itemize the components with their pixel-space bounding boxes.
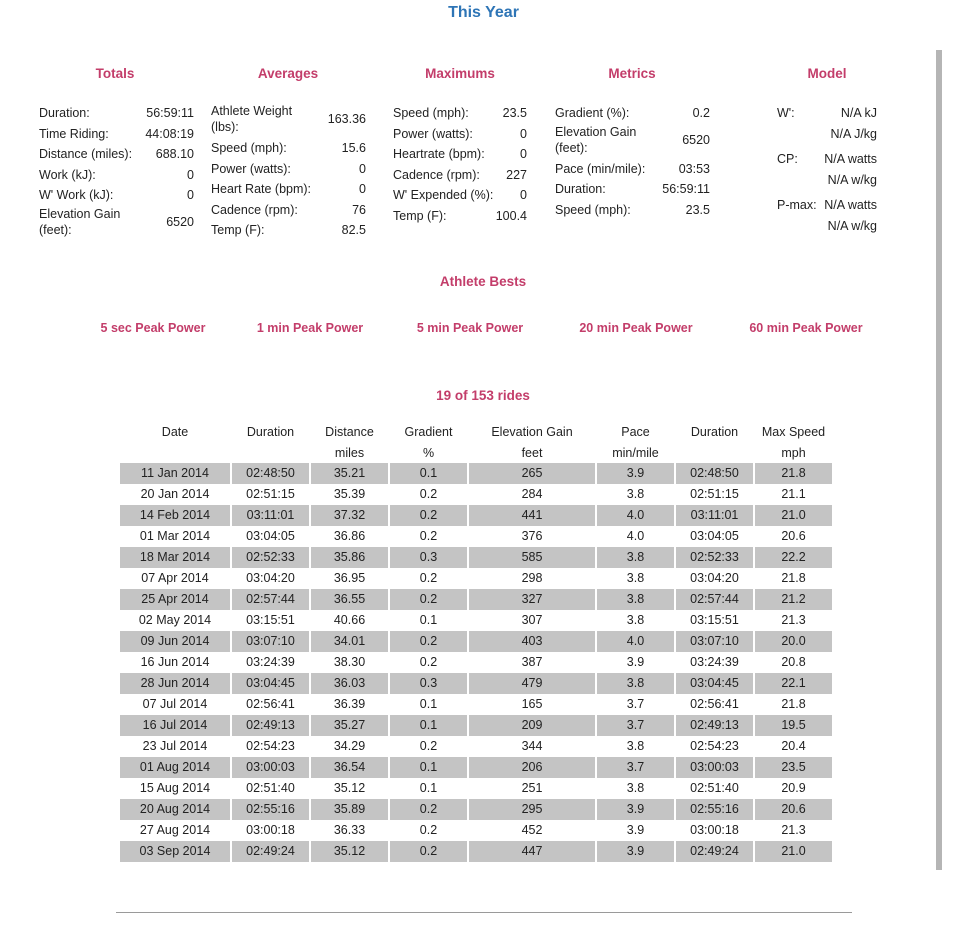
table-cell: 20.6 xyxy=(781,529,806,543)
metrics-row xyxy=(555,124,710,156)
table-cell: 4.0 xyxy=(597,505,674,526)
table-cell: 35.27 xyxy=(311,715,388,736)
table-cell: 20.4 xyxy=(781,739,806,753)
table-cell: 03:07:10 xyxy=(676,631,753,652)
table-cell: 02:56:41 xyxy=(246,697,295,711)
table-row[interactable] xyxy=(120,673,832,694)
averages-list xyxy=(211,103,366,241)
maximums-heading: Maximums xyxy=(425,66,495,81)
peak-5min-link[interactable]: 5 min Peak Power xyxy=(416,321,524,335)
table-cell: 35.12 xyxy=(333,781,366,795)
column-unit: mph xyxy=(781,445,806,460)
peak-1min-link[interactable]: 1 min Peak Power xyxy=(256,321,364,335)
table-cell: 344 xyxy=(521,739,543,753)
table-cell: 19.5 xyxy=(755,715,832,736)
table-cell: 40.66 xyxy=(333,613,366,627)
table-cell: 23.5 xyxy=(755,757,832,778)
table-cell: 3.8 xyxy=(597,589,674,610)
table-unit-row xyxy=(120,443,832,464)
stat-label: Duration: xyxy=(555,182,606,196)
table-cell: 3.8 xyxy=(597,673,674,694)
model-sub-value: N/A J/kg xyxy=(830,126,877,141)
stat-label: Speed (mph): xyxy=(393,106,469,120)
stat-value: 0 xyxy=(520,188,527,202)
maximums-row xyxy=(393,144,527,165)
table-cell: 165 xyxy=(521,697,543,711)
table-cell: 35.39 xyxy=(333,487,366,501)
table-row[interactable] xyxy=(120,505,832,526)
table-cell: 03:04:20 xyxy=(246,571,295,585)
table-cell: 0.2 xyxy=(419,739,438,753)
table-cell: 3.8 xyxy=(626,487,645,501)
rides-heading: 19 of 153 rides xyxy=(436,388,530,403)
stat-value: 15.6 xyxy=(341,141,366,155)
table-cell: 07 Apr 2014 xyxy=(141,571,209,585)
table-cell: 02:51:40 xyxy=(690,781,739,795)
model-sub-value: N/A w/kg xyxy=(827,218,877,233)
table-cell: 34.29 xyxy=(333,739,366,753)
metrics-row xyxy=(555,159,710,180)
stat-label: Heart Rate (bpm): xyxy=(211,182,312,196)
stat-value: 227 xyxy=(506,167,527,182)
table-row[interactable] xyxy=(120,631,832,652)
stat-value: 0 xyxy=(359,182,366,196)
table-cell: 21.8 xyxy=(781,697,806,711)
model-value: N/A watts xyxy=(824,152,877,166)
table-cell: 03:04:45 xyxy=(232,673,309,694)
table-cell: 16 Jul 2014 xyxy=(120,715,230,736)
table-cell: 36.39 xyxy=(333,697,366,711)
rides-table-body xyxy=(120,463,832,862)
table-cell: 0.3 xyxy=(390,547,467,568)
table-cell: 36.55 xyxy=(311,589,388,610)
column-header[interactable]: Elevation Gain xyxy=(491,425,573,439)
averages-row xyxy=(211,138,366,159)
table-cell: 02:49:13 xyxy=(232,715,309,736)
table-cell: 20 Aug 2014 xyxy=(120,799,230,820)
table-cell: 0.1 xyxy=(419,613,438,627)
table-cell: 03:04:05 xyxy=(690,529,739,543)
metrics-row xyxy=(555,103,710,124)
table-cell: 03:00:18 xyxy=(690,823,739,837)
table-cell: 34.01 xyxy=(311,631,388,652)
stat-label: Work (kJ): xyxy=(39,167,96,182)
table-cell: 387 xyxy=(521,655,543,669)
table-cell: 441 xyxy=(469,505,595,526)
stat-value: 0 xyxy=(520,126,527,141)
table-cell: 02:51:15 xyxy=(690,487,739,501)
table-cell: 02:52:33 xyxy=(676,547,753,568)
table-cell: 02:57:44 xyxy=(232,589,309,610)
table-cell: 21.8 xyxy=(755,463,832,484)
table-row[interactable] xyxy=(120,589,832,610)
table-cell: 36.03 xyxy=(311,673,388,694)
stat-value: 6520 xyxy=(166,214,194,229)
table-cell: 0.1 xyxy=(390,715,467,736)
table-cell: 307 xyxy=(521,613,543,627)
model-label: P-max: xyxy=(777,198,817,212)
metrics-row xyxy=(555,200,710,221)
table-cell: 3.7 xyxy=(626,697,645,711)
averages-heading: Averages xyxy=(257,66,319,81)
table-cell: 479 xyxy=(469,673,595,694)
table-row[interactable] xyxy=(120,568,832,589)
table-cell: 21.8 xyxy=(781,571,806,585)
column-header[interactable]: Date xyxy=(161,425,189,439)
totals-row xyxy=(39,206,194,238)
column-header[interactable]: Gradient xyxy=(404,425,453,439)
table-cell: 02:55:16 xyxy=(232,799,309,820)
column-unit: feet xyxy=(521,445,543,460)
stat-value: 0.2 xyxy=(692,106,710,120)
table-cell: 20.6 xyxy=(755,799,832,820)
table-cell: 585 xyxy=(469,547,595,568)
table-cell: 3.7 xyxy=(597,757,674,778)
table-cell: 284 xyxy=(521,487,543,501)
table-cell: 03:07:10 xyxy=(232,631,309,652)
table-cell: 02:55:16 xyxy=(676,799,753,820)
table-cell: 02:48:50 xyxy=(232,463,309,484)
table-cell: 14 Feb 2014 xyxy=(120,505,230,526)
column-unit xyxy=(120,443,230,464)
table-cell: 03:24:39 xyxy=(690,655,739,669)
scrollbar[interactable] xyxy=(936,50,942,870)
stat-value: 100.4 xyxy=(495,208,527,223)
stat-label: Time Riding: xyxy=(39,126,109,141)
table-cell: 02:56:41 xyxy=(690,697,739,711)
rides-table xyxy=(118,422,834,862)
column-unit: min/mile xyxy=(612,445,659,460)
maximums-row xyxy=(393,103,527,124)
stat-value: 44:08:19 xyxy=(145,126,194,141)
column-unit: miles xyxy=(334,445,365,460)
table-cell: 36.54 xyxy=(311,757,388,778)
column-header[interactable]: Distance xyxy=(325,425,374,439)
table-row[interactable] xyxy=(120,526,832,547)
table-cell: 0.3 xyxy=(390,673,467,694)
peak-60min-link[interactable]: 60 min Peak Power xyxy=(749,321,863,335)
column-header[interactable]: Pace xyxy=(621,425,650,439)
table-cell: 0.1 xyxy=(419,781,438,795)
table-row[interactable] xyxy=(120,484,832,505)
table-cell: 03:00:03 xyxy=(676,757,753,778)
table-cell: 21.0 xyxy=(755,841,832,862)
table-cell: 03:00:18 xyxy=(246,823,295,837)
totals-row xyxy=(39,165,194,186)
stat-label: Speed (mph): xyxy=(211,141,287,155)
totals-heading: Totals xyxy=(95,66,135,81)
stat-label: Temp (F): xyxy=(211,223,265,237)
table-cell: 02:49:24 xyxy=(676,841,753,862)
table-cell: 02:57:44 xyxy=(676,589,753,610)
table-cell: 35.21 xyxy=(311,463,388,484)
table-cell: 0.2 xyxy=(390,631,467,652)
table-cell: 21.2 xyxy=(755,589,832,610)
stat-value: 0 xyxy=(520,147,527,161)
table-cell: 02:51:15 xyxy=(246,487,295,501)
table-cell: 37.32 xyxy=(311,505,388,526)
stat-value: 0 xyxy=(187,188,194,202)
stat-value: 82.5 xyxy=(341,223,366,237)
column-header[interactable]: Max Speed xyxy=(761,425,826,439)
table-cell: 3.9 xyxy=(597,463,674,484)
table-cell: 0.1 xyxy=(419,697,438,711)
table-cell: 403 xyxy=(469,631,595,652)
averages-row xyxy=(211,220,366,241)
column-header[interactable]: Duration xyxy=(690,425,739,439)
table-cell: 36.33 xyxy=(333,823,366,837)
table-cell: 0.2 xyxy=(390,799,467,820)
table-cell: 16 Jun 2014 xyxy=(140,655,210,669)
stat-value: 163.36 xyxy=(327,112,366,126)
maximums-row xyxy=(393,185,527,206)
table-cell: 02:49:24 xyxy=(232,841,309,862)
stat-value: 23.5 xyxy=(685,202,710,217)
page-title: This Year xyxy=(448,4,519,21)
table-cell: 209 xyxy=(469,715,595,736)
stat-label: Duration: xyxy=(39,106,90,120)
stat-value: 56:59:11 xyxy=(146,106,194,120)
table-cell: 03:04:05 xyxy=(246,529,295,543)
column-unit: % xyxy=(422,445,435,460)
stat-value: 56:59:11 xyxy=(662,182,710,196)
table-cell: 298 xyxy=(521,571,543,585)
table-cell: 3.9 xyxy=(597,841,674,862)
averages-row xyxy=(211,179,366,200)
table-cell: 452 xyxy=(521,823,543,837)
table-cell: 01 Mar 2014 xyxy=(139,529,211,543)
table-cell: 21.3 xyxy=(781,823,806,837)
stat-label: Speed (mph): xyxy=(555,202,631,217)
model-heading: Model xyxy=(807,66,847,81)
table-cell: 0.1 xyxy=(390,757,467,778)
table-cell: 02:48:50 xyxy=(676,463,753,484)
totals-row xyxy=(39,103,194,124)
table-cell: 01 Aug 2014 xyxy=(120,757,230,778)
table-header-row xyxy=(120,422,832,443)
column-header[interactable]: Duration xyxy=(246,425,295,439)
table-cell: 0.2 xyxy=(419,529,438,543)
table-row[interactable] xyxy=(120,757,832,778)
model-pmax-row xyxy=(777,195,877,216)
table-cell: 03:11:01 xyxy=(676,505,753,526)
metrics-row xyxy=(555,179,710,200)
table-cell: 0.2 xyxy=(390,841,467,862)
stat-label: Distance (miles): xyxy=(39,147,133,161)
table-cell: 03:15:51 xyxy=(246,613,295,627)
table-cell: 0.2 xyxy=(419,823,438,837)
table-cell: 4.0 xyxy=(626,529,645,543)
table-row[interactable] xyxy=(120,778,832,799)
table-cell: 02:54:23 xyxy=(690,739,739,753)
table-cell: 27 Aug 2014 xyxy=(139,823,211,837)
table-cell: 03:15:51 xyxy=(690,613,739,627)
table-cell: 23 Jul 2014 xyxy=(142,739,208,753)
table-cell: 35.89 xyxy=(311,799,388,820)
averages-row xyxy=(211,103,366,135)
table-cell: 295 xyxy=(469,799,595,820)
stat-label: Cadence (rpm): xyxy=(393,167,480,182)
stat-value: 6520 xyxy=(682,132,710,147)
stat-label: W' Work (kJ): xyxy=(39,188,114,202)
stat-label: Gradient (%): xyxy=(555,106,630,120)
stat-label: W' Expended (%): xyxy=(393,188,494,202)
table-cell: 22.2 xyxy=(755,547,832,568)
table-cell: 0.2 xyxy=(419,655,438,669)
table-cell: 376 xyxy=(521,529,543,543)
table-cell: 4.0 xyxy=(597,631,674,652)
table-cell: 21.0 xyxy=(755,505,832,526)
table-row[interactable] xyxy=(120,799,832,820)
table-cell: 0.2 xyxy=(390,505,467,526)
model-list xyxy=(777,103,877,236)
table-cell: 0.2 xyxy=(419,487,438,501)
maximums-row xyxy=(393,206,527,227)
table-row[interactable] xyxy=(120,652,832,673)
table-cell: 02:54:23 xyxy=(246,739,295,753)
maximums-row xyxy=(393,165,527,186)
model-value: N/A kJ xyxy=(840,106,877,120)
totals-row xyxy=(39,124,194,145)
table-cell: 3.8 xyxy=(597,547,674,568)
table-cell: 02:49:13 xyxy=(676,715,753,736)
table-row[interactable] xyxy=(120,715,832,736)
stat-label: Cadence (rpm): xyxy=(211,202,298,217)
table-cell: 11 Jan 2014 xyxy=(120,463,230,484)
stat-label: Elevation Gain (feet): xyxy=(555,124,637,155)
stat-label: Power (watts): xyxy=(211,161,291,176)
table-cell: 3.8 xyxy=(626,613,645,627)
table-cell: 03:04:20 xyxy=(690,571,739,585)
table-cell: 35.12 xyxy=(311,841,388,862)
table-cell: 251 xyxy=(521,781,543,795)
table-cell: 36.95 xyxy=(333,571,366,585)
column-unit xyxy=(676,443,753,464)
metrics-heading: Metrics xyxy=(608,66,656,81)
table-row[interactable] xyxy=(120,841,832,862)
averages-row xyxy=(211,200,366,221)
table-cell: 03:04:45 xyxy=(676,673,753,694)
table-cell: 02:51:40 xyxy=(246,781,295,795)
stat-label: Elevation Gain (feet): xyxy=(39,206,121,237)
table-cell: 3.7 xyxy=(597,715,674,736)
table-cell: 02:52:33 xyxy=(232,547,309,568)
table-cell: 28 Jun 2014 xyxy=(120,673,230,694)
stat-value: 03:53 xyxy=(678,161,710,176)
stat-label: Power (watts): xyxy=(393,126,473,141)
table-row[interactable] xyxy=(120,547,832,568)
table-cell: 447 xyxy=(469,841,595,862)
totals-row xyxy=(39,185,194,206)
table-cell: 265 xyxy=(469,463,595,484)
model-wprime-row xyxy=(777,103,877,124)
stat-label: Heartrate (bpm): xyxy=(393,147,485,161)
table-row[interactable] xyxy=(120,610,832,631)
peak-5sec-link[interactable]: 5 sec Peak Power xyxy=(100,321,206,335)
table-cell: 36.86 xyxy=(333,529,366,543)
table-cell: 3.9 xyxy=(597,799,674,820)
table-cell: 20 Jan 2014 xyxy=(140,487,210,501)
stat-value: 0 xyxy=(359,161,366,176)
table-cell: 25 Apr 2014 xyxy=(120,589,230,610)
stat-label: Pace (min/mile): xyxy=(555,161,646,176)
table-row[interactable] xyxy=(120,694,832,715)
table-cell: 20.8 xyxy=(781,655,806,669)
table-cell: 20.9 xyxy=(781,781,806,795)
table-cell: 0.1 xyxy=(390,463,467,484)
peak-20min-link[interactable]: 20 min Peak Power xyxy=(579,321,693,335)
table-row[interactable] xyxy=(120,820,832,841)
table-cell: 03:11:01 xyxy=(232,505,309,526)
table-cell: 21.1 xyxy=(781,487,806,501)
metrics-list xyxy=(555,103,710,220)
table-cell: 3.9 xyxy=(626,655,645,669)
table-cell: 18 Mar 2014 xyxy=(120,547,230,568)
table-cell: 03 Sep 2014 xyxy=(120,841,230,862)
model-cp-row xyxy=(777,149,877,170)
divider xyxy=(116,912,852,913)
table-cell: 3.8 xyxy=(626,781,645,795)
model-sub-value: N/A w/kg xyxy=(827,172,877,187)
totals-list xyxy=(39,103,194,241)
averages-row xyxy=(211,159,366,180)
table-cell: 07 Jul 2014 xyxy=(142,697,208,711)
maximums-row xyxy=(393,124,527,145)
table-cell: 206 xyxy=(469,757,595,778)
table-cell: 3.8 xyxy=(626,571,645,585)
totals-row xyxy=(39,144,194,165)
table-cell: 03:00:03 xyxy=(232,757,309,778)
model-value: N/A watts xyxy=(824,198,877,212)
stat-label: Temp (F): xyxy=(393,208,447,223)
model-label: W': xyxy=(777,106,795,120)
table-row[interactable] xyxy=(120,463,832,484)
maximums-list xyxy=(393,103,527,226)
stat-label: Athlete Weight (lbs): xyxy=(211,104,293,134)
stat-value: 0 xyxy=(187,167,194,182)
table-cell: 20.0 xyxy=(755,631,832,652)
table-cell: 327 xyxy=(469,589,595,610)
table-cell: 22.1 xyxy=(755,673,832,694)
table-cell: 15 Aug 2014 xyxy=(139,781,211,795)
stat-value: 76 xyxy=(352,202,366,217)
stat-value: 688.10 xyxy=(155,147,194,161)
table-cell: 3.9 xyxy=(626,823,645,837)
model-label: CP: xyxy=(777,152,798,166)
table-cell: 0.2 xyxy=(419,571,438,585)
table-cell: 21.3 xyxy=(781,613,806,627)
table-cell: 3.8 xyxy=(626,739,645,753)
column-unit xyxy=(232,443,309,464)
table-cell: 35.86 xyxy=(311,547,388,568)
stat-value: 23.5 xyxy=(502,106,527,120)
table-cell: 0.2 xyxy=(390,589,467,610)
table-row[interactable] xyxy=(120,736,832,757)
table-cell: 03:24:39 xyxy=(246,655,295,669)
table-cell: 09 Jun 2014 xyxy=(120,631,230,652)
table-cell: 38.30 xyxy=(333,655,366,669)
table-cell: 02 May 2014 xyxy=(138,613,212,627)
athlete-bests-heading: Athlete Bests xyxy=(439,274,527,289)
